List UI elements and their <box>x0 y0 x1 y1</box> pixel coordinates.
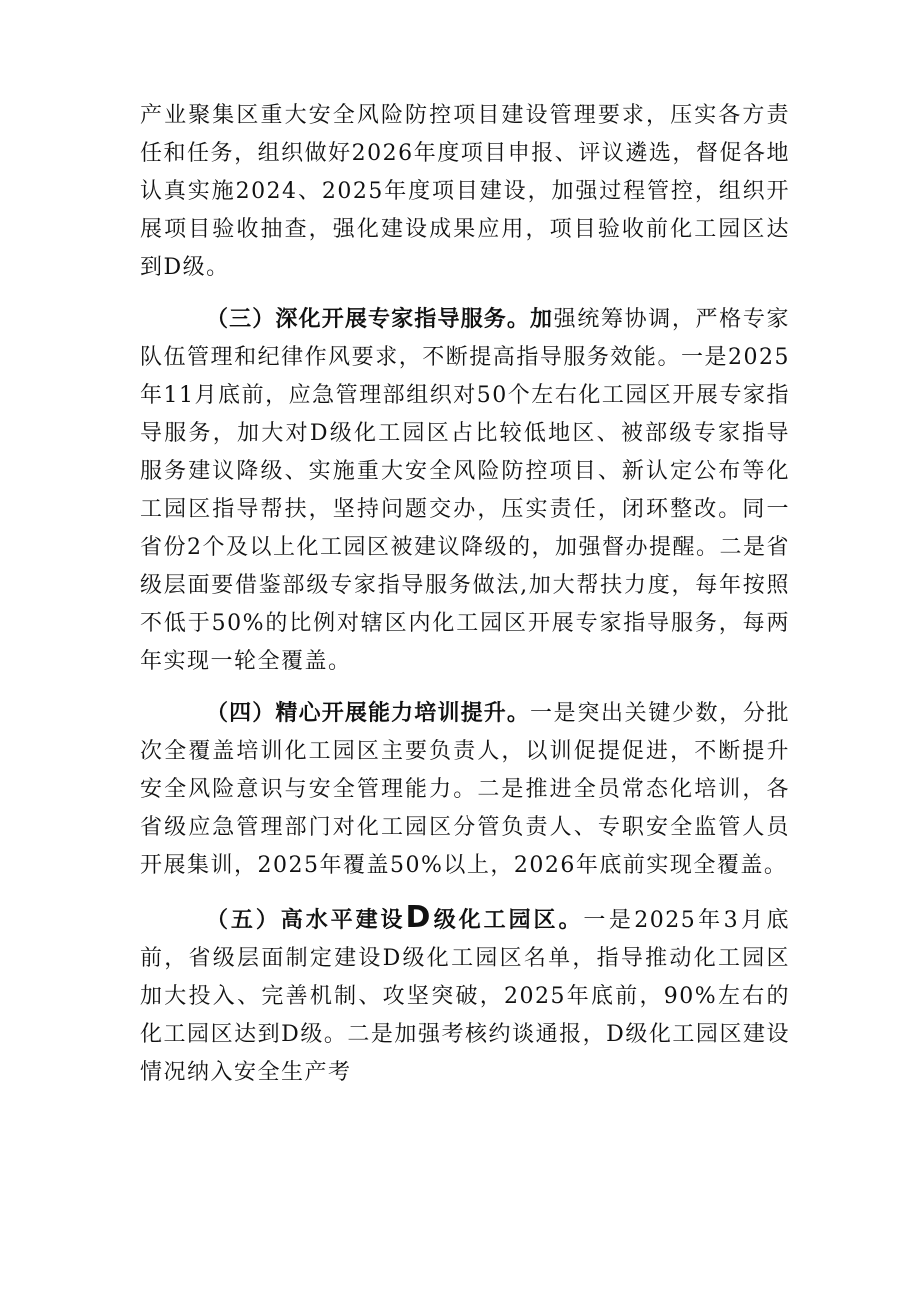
section-3-heading: （三）深化开展专家指导服务。 <box>206 307 531 332</box>
section-5-body: 一是2025年3月底前，省级层面制定建设D级化工园区名单，指导推动化工园区加大投入、完善机制、攻坚突破，2025年底前，90%左右的化工园区达到D级。二是加强考核约谈通报，D级化工园区建设情况纳入安全生产考 <box>140 908 790 1085</box>
section-3-body: 强统筹协调，严格专家队伍管理和纪律作风要求，不断提高指导服务效能。一是2025年11月底前，应急管理部组织对50个左右化工园区开展专家指导服务，加大对D级化工园区占比较低地区、被部级专家指导服务建议降级、实施重大安全风险防控项目、新认定公布等化工园区指导帮扶，坚持问题交办，压实责任，闭环整改。同一省份2个及以上化工园区被建议降级的，加强督办提醒。二是省级层面要借鉴部级专家指导服务做法,加大帮扶力度，每年按照不低于50%的比例对辖区内化工园区开展专家指导服务，每两年实现一轮全覆盖。 <box>140 307 790 674</box>
paragraph-continuation <box>140 97 790 287</box>
section-5-heading-part-b: 级化工园区。 <box>431 908 584 933</box>
section-3-paragraph <box>140 301 790 681</box>
section-5-heading-d: D <box>405 900 432 935</box>
section-4-paragraph <box>140 695 790 885</box>
section-3-lead-char: 加 <box>530 307 554 332</box>
document-body <box>140 97 790 1092</box>
section-5-heading-part-a: （五）高水平建设 <box>206 908 406 933</box>
section-4-heading: （四）精心开展能力培训提升。 <box>206 701 531 726</box>
paragraph-text: 产业聚集区重大安全风险防控项目建设管理要求，压实各方责任和任务，组织做好2026年度项目申报、评议遴选，督促各地认真实施2024、2025年度项目建设，加强过程管控，组织开展项目验收抽查，强化建设成果应用，项目验收前化工园区达到D级。 <box>140 103 790 280</box>
section-5-paragraph <box>140 899 790 1092</box>
section-4-body: 一是突出关键少数，分批次全覆盖培训化工园区主要负责人，以训促提促进，不断提升安全风险意识与安全管理能力。二是推进全员常态化培训，各省级应急管理部门对化工园区分管负责人、专职安全监管人员开展集训，2025年覆盖50%以上，2026年底前实现全覆盖。 <box>140 701 790 878</box>
